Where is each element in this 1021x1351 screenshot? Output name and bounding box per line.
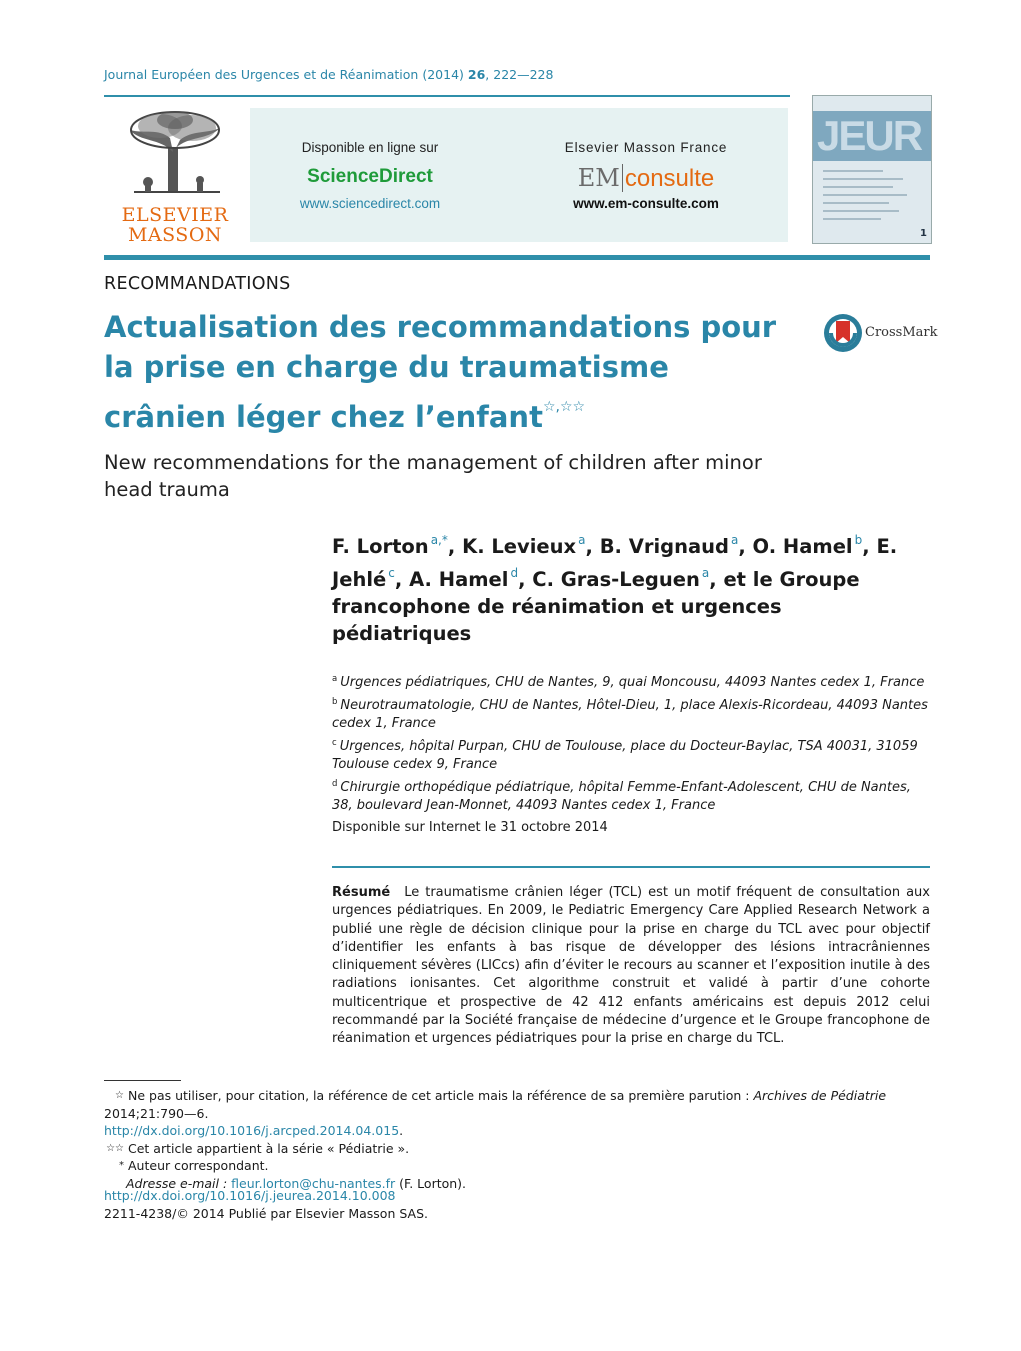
author-affiliation-ref[interactable]: a: [730, 533, 739, 547]
footnote-email: Adresse e-mail : fleur.lorton@chu-nantes.fr (F. Lorton).: [126, 1175, 467, 1191]
author-affiliation-ref[interactable]: a: [701, 566, 710, 580]
original-publication-doi-link[interactable]: http://dx.doi.org/10.1016/j.arcped.2014.04.015: [104, 1123, 400, 1138]
cover-issue-number: 1: [920, 228, 927, 239]
author-affiliation-ref[interactable]: c: [388, 566, 395, 580]
journal-name: Journal Européen des Urgences et de Réanimation: [104, 67, 419, 82]
em-consulte-logo: EM consulte: [577, 164, 715, 192]
elsevier-masson-france-label: Elsevier Masson France: [564, 140, 728, 155]
abstract-text: Le traumatisme crânien léger (TCL) est un motif fréquent de consultation aux urgences pédiatriques. En 2009, le Pediatric Emergency Care Applied Research Network a publié une règle de décision clinique pour la prise en charge du TCL avec pour objectif d’identifier les enfants à bas risque de développer des lésions intracrâniennes cliniquement sévères (LICcs) afin d’éviter le recours au scanner et l’exposition inutile à des radiations ionisantes. Cet algorithme construit et validé à partir d’une cohorte multicentrique et prospective de 42 412 enfants américains est depuis 2012 celui recommandé par la Société française de médecine d’urgence et le Groupe francophone de réanimation et urgences pédiatriques pour la prise en charge du TCL.: [332, 885, 930, 1047]
footnote-divider: [104, 1080, 181, 1081]
footnote-doi: http://dx.doi.org/10.1016/j.arcped.2014.04.015.: [104, 1123, 404, 1138]
available-online-label: Disponible en ligne sur: [301, 140, 439, 155]
author-name: O. Hamel: [752, 535, 853, 558]
em-consulte-block: [546, 108, 746, 242]
journal-cover-image: [812, 95, 932, 244]
sciencedirect-logo: ScienceDirect: [307, 166, 433, 187]
author-name: B. Vrignaud: [599, 535, 729, 558]
author-affiliation-ref[interactable]: a,*: [430, 533, 448, 547]
online-availability-date: Disponible sur Internet le 31 octobre 2014: [332, 820, 608, 835]
footnote-series: ☆☆ Cet article appartient à la série « Pédiatrie ».: [106, 1140, 410, 1156]
author-affiliation-ref[interactable]: d: [510, 566, 519, 580]
title-footnote-marks[interactable]: ☆,☆☆: [542, 399, 586, 415]
abstract-label: Résumé: [332, 885, 391, 900]
crossmark-icon: [823, 313, 863, 353]
footnote-citation: ☆ Ne pas utiliser, pour citation, la référence de cet article mais la référence de sa première parution : Archives de Pédiatrie 2014;21:790—6.: [104, 1088, 887, 1121]
header-divider: [104, 95, 790, 97]
author-name: A. Hamel: [409, 568, 509, 591]
masson-word: MASSON: [127, 224, 223, 246]
journal-pages: 222—228: [493, 67, 554, 82]
journal-citation: Journal Européen des Urgences et de Réanimation (2014) 26, 222—228: [104, 67, 554, 82]
author-affiliation-ref[interactable]: a: [578, 533, 586, 547]
author-name: C. Gras-Leguen: [532, 568, 700, 591]
availability-panel: [250, 108, 788, 242]
author-affiliation-ref[interactable]: b: [854, 533, 863, 547]
author-name: F. Lorton: [332, 535, 429, 558]
footnote-corresponding: * Auteur correspondant.: [119, 1158, 269, 1173]
sciencedirect-link[interactable]: www.sciencedirect.com: [299, 196, 441, 211]
issn-copyright: 2211-4238/© 2014 Publié par Elsevier Masson SAS.: [104, 1206, 428, 1221]
affiliation-item: $^d$ Chirurgie orthopédique pédiatrique, hôpital Femme-Enfant-Adolescent, CHU de Nantes, 38, boulevard Jean-Monnet, 44093 Nantes cedex 1, France: [332, 778, 911, 813]
journal-volume: 26: [467, 67, 486, 82]
article-doi-link[interactable]: http://dx.doi.org/10.1016/j.jeurea.2014.10.008: [104, 1188, 396, 1203]
affiliation-item: $^a$ Urgences pédiatriques, CHU de Nantes, 9, quai Moncousu, 44093 Nantes cedex 1, France: [332, 674, 925, 690]
footnotes: [104, 1087, 930, 1192]
crossmark-label: CrossMark: [865, 325, 938, 340]
em-consulte-link[interactable]: www.em-consulte.com: [573, 196, 719, 211]
crossmark-badge[interactable]: [823, 313, 938, 355]
article-subtitle: New recommendations for the management of children after minor head trauma: [104, 451, 762, 501]
abstract-divider: [332, 866, 930, 868]
affiliation-list: [332, 670, 930, 816]
section-divider: [104, 255, 930, 260]
author-group-name: et le Groupe francophone de réanimation et urgences pédiatriques: [332, 568, 860, 645]
elsevier-word: ELSEVIER: [121, 204, 229, 226]
sciencedirect-block: [250, 108, 490, 242]
author-name: E. Jehlé: [332, 535, 898, 591]
cover-title: JEUR: [817, 112, 922, 159]
affiliation-item: $^b$ Neurotraumatologie, CHU de Nantes, Hôtel-Dieu, 1, place Alexis-Ricordeau, 44093 Nantes cedex 1, France: [332, 696, 928, 731]
journal-year: (2014): [422, 67, 464, 82]
author-email-link[interactable]: fleur.lorton@chu-nantes.fr: [231, 1175, 396, 1191]
author-list: F. Lorton $^{a,*}$, K. Levieux $^a$, B. Vrignaud $^a$, O. Hamel $^b$, E. Jehlé $^c$, A. Hamel $^d$, C. Gras-Leguen $^a$, et le Groupe francophone de réanimation et urgences pédiatriques: [332, 533, 898, 645]
elsevier-tree-icon: [120, 108, 230, 200]
elsevier-masson-logo: [116, 108, 234, 246]
affiliation-item: $^c$ Urgences, hôpital Purpan, CHU de Toulouse, place du Docteur-Baylac, TSA 40031, 31059 Toulouse cedex 9, France: [332, 737, 918, 772]
article-title: Actualisation des recommandations pour la prise en charge du traumatisme crânien léger chez l’enfant☆,☆☆: [104, 310, 777, 434]
abstract: [332, 884, 930, 1049]
author-name: K. Levieux: [462, 535, 577, 558]
article-section-label: RECOMMANDATIONS: [104, 274, 291, 294]
